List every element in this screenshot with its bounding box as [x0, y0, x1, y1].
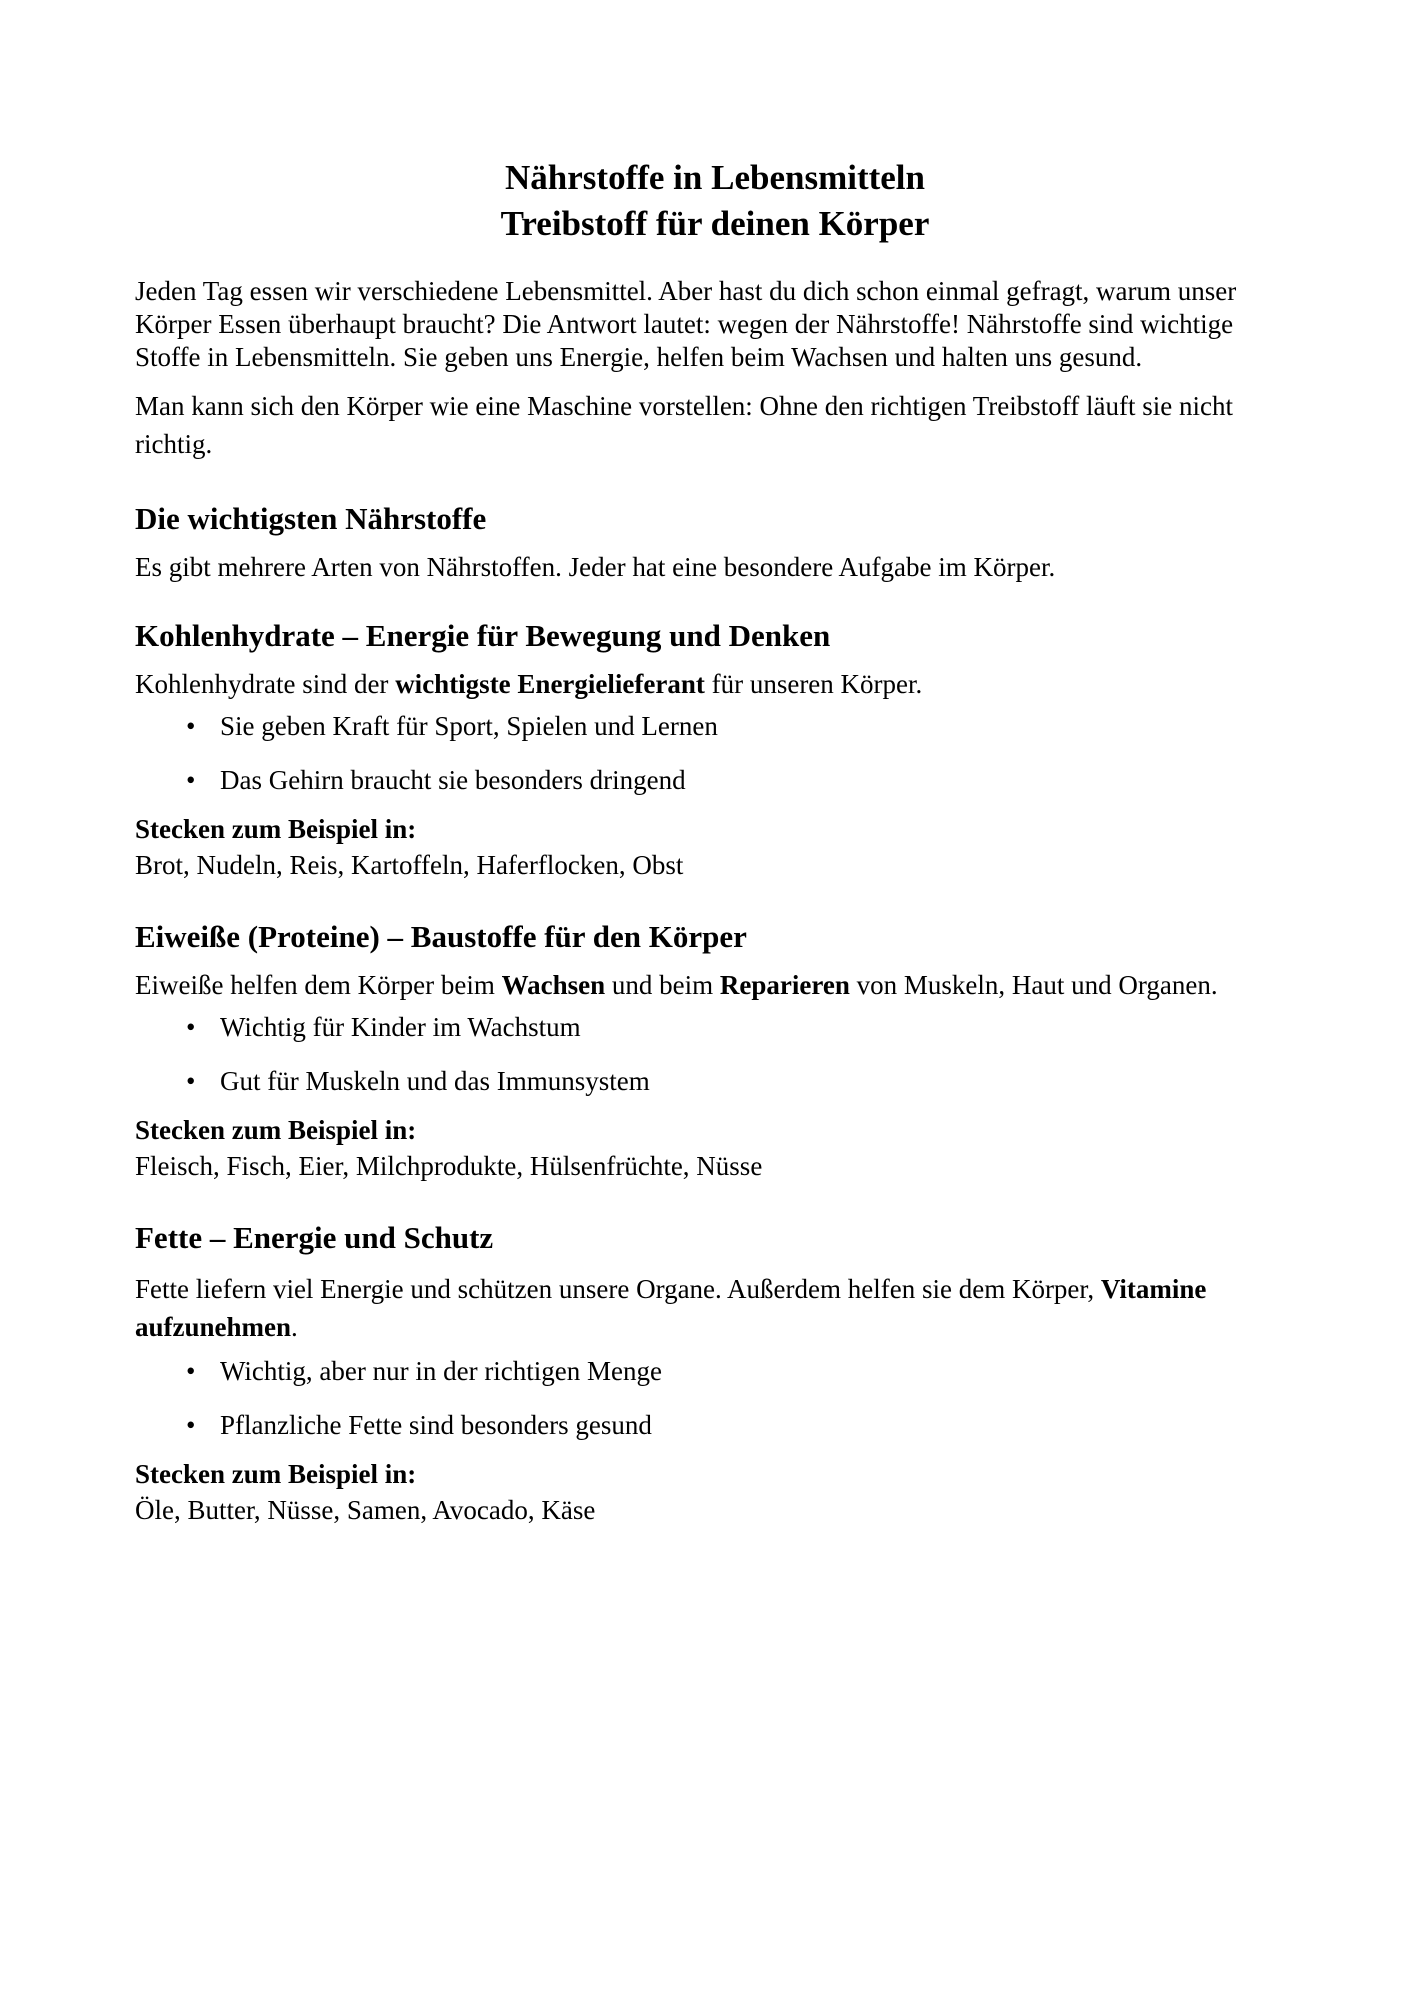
- carbs-examples: Brot, Nudeln, Reis, Kartoffeln, Haferflocken, Obst: [135, 850, 684, 880]
- list-item-text: Das Gehirn braucht sie besonders dringend: [220, 765, 686, 795]
- fats-text-before: Fette liefern viel Energie und schützen unsere Organe. Außerdem helfen sie dem Körper,: [135, 1274, 1101, 1304]
- carbs-bullet-list: [135, 710, 1295, 797]
- fats-heading: Fette – Energie und Schutz: [135, 1220, 494, 1255]
- title-line-1: Nährstoffe in Lebensmitteln: [505, 158, 925, 197]
- list-item: [135, 1409, 1295, 1442]
- list-item: [135, 764, 1295, 797]
- list-item: [135, 1011, 1295, 1044]
- document-page: [135, 155, 1295, 1530]
- proteins-text-1: Eiweiße helfen dem Körper beim: [135, 970, 502, 1000]
- proteins-text-bold-2: Reparieren: [719, 970, 850, 1000]
- carbs-examples-label: Stecken zum Beispiel in:: [135, 814, 417, 844]
- bullet-icon: •: [186, 765, 196, 795]
- proteins-text-bold-1: Wachsen: [501, 970, 606, 1000]
- bullet-icon: •: [186, 1066, 196, 1096]
- proteins-bullet-list: [135, 1011, 1295, 1098]
- carbs-text: [135, 668, 1295, 701]
- list-item: [135, 1355, 1295, 1388]
- bullet-icon: •: [186, 711, 196, 741]
- overview-heading: Die wichtigsten Nährstoffe: [135, 501, 487, 536]
- fats-bullet-list: [135, 1355, 1295, 1442]
- proteins-text-3: von Muskeln, Haut und Organen.: [849, 970, 1218, 1000]
- list-item-text: Wichtig, aber nur in der richtigen Menge: [220, 1356, 663, 1386]
- list-item: [135, 710, 1295, 743]
- carbs-text-bold: wichtigste Energielieferant: [395, 669, 705, 699]
- title-line-2: Treibstoff für deinen Körper: [500, 204, 930, 243]
- carbs-heading: Kohlenhydrate – Energie für Bewegung und Denken: [135, 618, 831, 653]
- fats-examples-label: Stecken zum Beispiel in:: [135, 1459, 417, 1489]
- carbs-text-before: Kohlenhydrate sind der: [135, 669, 396, 699]
- proteins-examples-label: Stecken zum Beispiel in:: [135, 1115, 417, 1145]
- fats-text: [135, 1270, 1295, 1346]
- intro-paragraph-1: Jeden Tag essen wir verschiedene Lebensmittel. Aber hast du dich schon einmal gefragt, warum unser Körper Essen überhaupt braucht? Die Antwort lautet: wegen der Nährstoffe! Nährstoffe sind wichtige Stoffe in Lebensmitteln. Sie geben uns Energie, helfen beim Wachsen und halten uns gesund.: [135, 276, 1237, 372]
- list-item-text: Gut für Muskeln und das Immunsystem: [220, 1066, 650, 1096]
- proteins-text-2: und beim: [605, 970, 720, 1000]
- list-item-text: Wichtig für Kinder im Wachstum: [220, 1012, 581, 1042]
- list-item-text: Pflanzliche Fette sind besonders gesund: [220, 1410, 652, 1440]
- fats-text-after: .: [291, 1312, 298, 1342]
- intro-paragraph-2: Man kann sich den Körper wie eine Maschine vorstellen: Ohne den richtigen Treibstoff läuft sie nicht richtig.: [135, 391, 1233, 459]
- proteins-text: [135, 969, 1295, 1002]
- bullet-icon: •: [186, 1012, 196, 1042]
- carbs-text-after: für unseren Körper.: [704, 669, 923, 699]
- fats-text-bold: Vitamine aufzunehmen: [135, 1274, 1207, 1342]
- proteins-heading: Eiweiße (Proteine) – Baustoffe für den Körper: [135, 919, 747, 954]
- bullet-icon: •: [186, 1410, 196, 1440]
- fats-examples: Öle, Butter, Nüsse, Samen, Avocado, Käse: [135, 1495, 596, 1525]
- list-item: [135, 1065, 1295, 1098]
- overview-text: Es gibt mehrere Arten von Nährstoffen. Jeder hat eine besondere Aufgabe im Körper.: [135, 552, 1056, 582]
- bullet-icon: •: [186, 1356, 196, 1386]
- document-title: [135, 155, 1295, 247]
- proteins-examples: Fleisch, Fisch, Eier, Milchprodukte, Hülsenfrüchte, Nüsse: [135, 1151, 763, 1181]
- list-item-text: Sie geben Kraft für Sport, Spielen und Lernen: [220, 711, 718, 741]
